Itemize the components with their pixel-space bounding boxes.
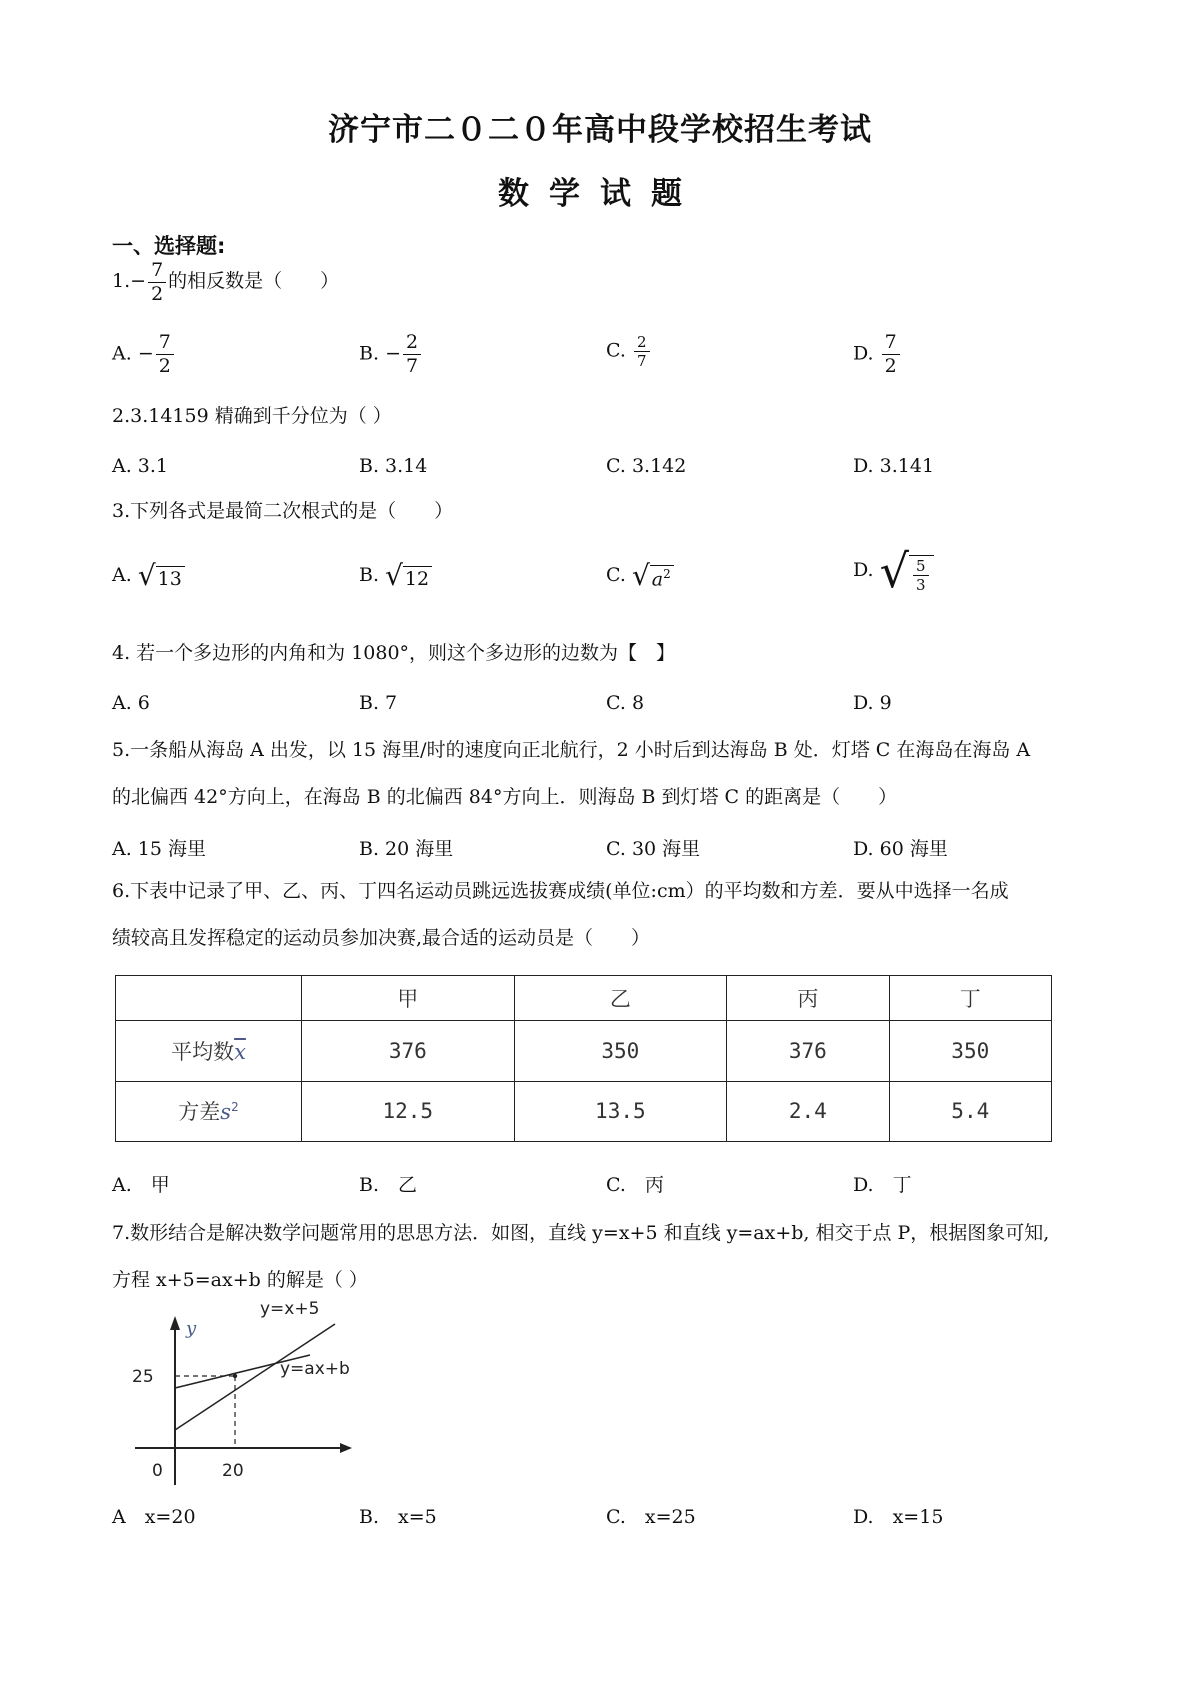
exam-subtitle: 数学试题: [498, 176, 702, 212]
question-4-stem: 4. 若一个多边形的内角和为 1080°，则这个多边形的边数为【 】: [112, 642, 676, 664]
y-tick-label: 25: [132, 1367, 154, 1387]
option-d[interactable]: D. √ $\frac{5}{3}$: [853, 548, 934, 594]
line-2-label: y=ax+b: [280, 1359, 350, 1379]
option-a[interactable]: A. 15 海里: [112, 838, 207, 860]
scores-table: [115, 975, 1052, 1142]
option-d[interactable]: D. 60 海里: [853, 838, 948, 860]
linear-functions-graph: [130, 1300, 400, 1490]
table-cell: 350: [889, 1021, 1051, 1081]
question-2-stem: 2.3.14159 精确到千分位为（ ）: [112, 405, 392, 427]
exam-title: 济宁市二０二０年高中段学校招生考试: [328, 112, 872, 148]
option-a[interactable]: A. − $\frac{7}{2}$: [112, 331, 176, 378]
option-b[interactable]: B. √ 12: [359, 562, 432, 590]
table-header-cell: 丁: [889, 976, 1051, 1021]
y-axis-label: y: [186, 1318, 197, 1339]
option-b[interactable]: B. 7: [359, 692, 398, 714]
table-cell: 12.5: [302, 1081, 515, 1141]
origin-label: 0: [152, 1461, 163, 1481]
question-2-options: [112, 455, 1102, 485]
option-c[interactable]: C. √ $a^2$: [606, 562, 674, 590]
option-b[interactable]: B. 20 海里: [359, 838, 454, 860]
question-4-options: [112, 692, 1102, 722]
question-6-options: [112, 1170, 1102, 1200]
question-7-line-2: 方程 x+5=ax+b 的解是（ ）: [112, 1269, 368, 1291]
table-header-cell: 乙: [514, 976, 727, 1021]
table-header-row: [116, 976, 1052, 1021]
option-c[interactable]: C. 30 海里: [606, 838, 701, 860]
question-7-options: [112, 1502, 1102, 1532]
option-b[interactable]: B. x=5: [359, 1506, 437, 1528]
option-d[interactable]: D. 3.141: [853, 455, 935, 477]
question-5-options: [112, 834, 1102, 864]
option-c[interactable]: C. 3.142: [606, 455, 687, 477]
option-d[interactable]: D. x=15: [853, 1506, 944, 1528]
table-header-cell: 丙: [727, 976, 889, 1021]
option-d[interactable]: D. $\frac{7}{2}$: [853, 331, 902, 378]
option-b[interactable]: B. 乙: [359, 1174, 418, 1196]
row-label-mean: 平均数$\overline{x}$: [116, 1021, 302, 1081]
question-1-options: [112, 331, 1102, 377]
option-a[interactable]: A. √ 13: [112, 562, 185, 590]
row-label-variance: 方差$s^2$: [116, 1081, 302, 1141]
table-cell: 376: [302, 1021, 515, 1081]
x-axis-arrow: [340, 1443, 352, 1453]
option-c[interactable]: C. 8: [606, 692, 645, 714]
table-cell: 2.4: [727, 1081, 889, 1141]
question-3-options: [112, 544, 1102, 600]
option-a[interactable]: A. 6: [112, 692, 150, 714]
option-d[interactable]: D. 9: [853, 692, 892, 714]
option-a[interactable]: A. 3.1: [112, 455, 169, 477]
table-cell: 350: [514, 1021, 727, 1081]
question-5-line-2: 的北偏西 42°方向上，在海岛 B 的北偏西 84°方向上．则海岛 B 到灯塔 C 的距离是（ ）: [112, 786, 898, 808]
question-1-stem: 1.− $\frac{7}{2}$ 的相反数是（ ）: [112, 258, 340, 305]
question-6-line-2: 绩较高且发挥稳定的运动员参加决赛,最合适的运动员是（ ）: [112, 927, 651, 949]
option-a[interactable]: A. 甲: [112, 1174, 170, 1196]
option-b[interactable]: B. 3.14: [359, 455, 428, 477]
option-b[interactable]: B. − $\frac{2}{7}$: [359, 331, 423, 378]
question-5-line-1: 5.一条船从海岛 A 出发，以 15 海里/时的速度向正北航行，2 小时后到达海岛 B 处．灯塔 C 在海岛在海岛 A: [112, 739, 1031, 761]
table-header-cell: [116, 976, 302, 1021]
table-row-mean: [116, 1021, 1052, 1081]
section-heading: 一、选择题:: [112, 234, 226, 258]
question-6-line-1: 6.下表中记录了甲、乙、丙、丁四名运动员跳远选拔赛成绩(单位:cm）的平均数和方差．要从中选择一名成: [112, 880, 1009, 902]
option-c[interactable]: C. 丙: [606, 1174, 664, 1196]
fraction: $\frac{7}{2}$: [148, 259, 166, 306]
question-7-line-1: 7.数形结合是解决数学问题常用的思思方法．如图，直线 y=x+5 和直线 y=ax+b, 相交于点 P，根据图象可知,: [112, 1222, 1050, 1244]
table-row-variance: [116, 1081, 1052, 1141]
y-axis-arrow: [170, 1316, 180, 1330]
option-a[interactable]: A x=20: [112, 1506, 196, 1528]
line-1-label: y=x+5: [260, 1300, 320, 1319]
option-d[interactable]: D. 丁: [853, 1174, 912, 1196]
table-cell: 376: [727, 1021, 889, 1081]
option-c[interactable]: C. $\frac{2}{7}$: [606, 333, 652, 370]
table-header-cell: 甲: [302, 976, 515, 1021]
intersection-point: [233, 1374, 237, 1378]
question-3-stem: 3.下列各式是最简二次根式的是（ ）: [112, 500, 454, 522]
table-cell: 13.5: [514, 1081, 727, 1141]
x-tick-label: 20: [222, 1461, 244, 1481]
table-cell: 5.4: [889, 1081, 1051, 1141]
option-c[interactable]: C. x=25: [606, 1506, 696, 1528]
